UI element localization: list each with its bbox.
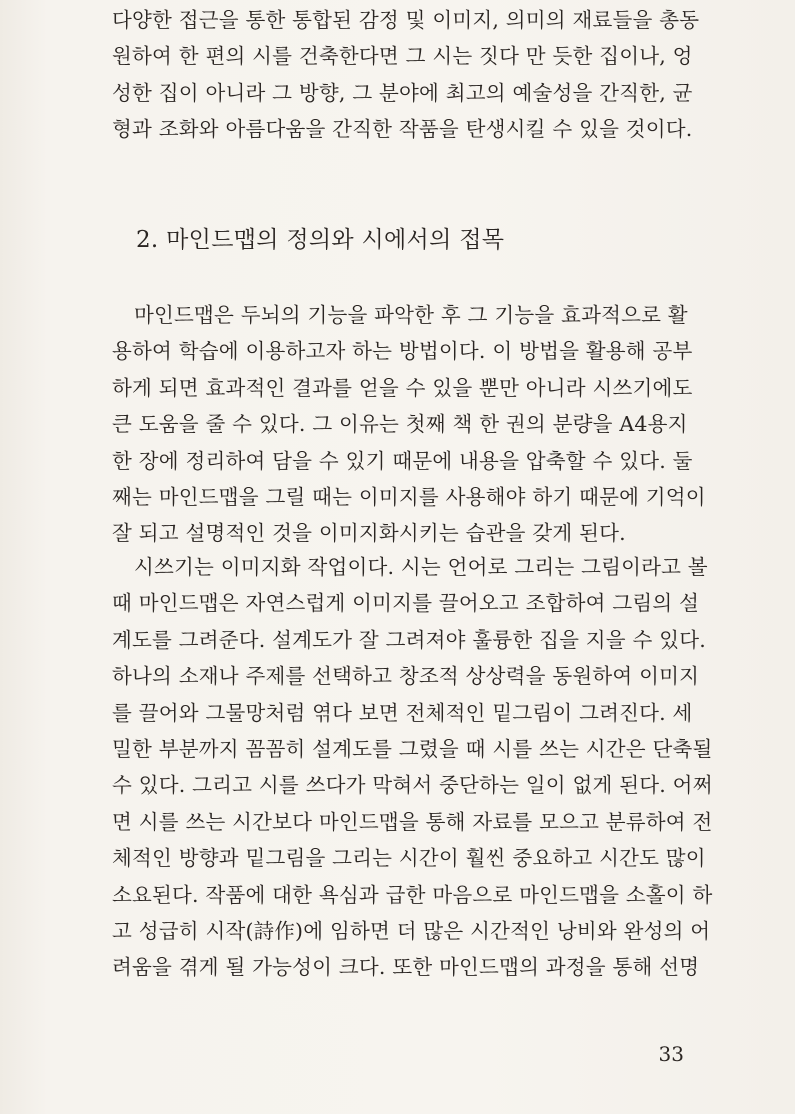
text-line: 하나의 소재나 주제를 선택하고 창조적 상상력을 동원하여 이미지 [112,664,700,689]
text-line: 면 시를 쓰는 시간보다 마인드맵을 통해 자료를 모으고 분류하여 전 [112,809,713,834]
body-paragraph-2 [112,549,713,986]
text-line: 원하여 한 편의 시를 건축한다면 그 시는 짓다 만 듯한 집이나, 엉 [112,44,693,69]
text-line: 하게 되면 효과적인 결과를 얻을 수 있을 뿐만 아니라 시쓰기에도 [112,375,693,400]
text-line: 소요된다. 작품에 대한 욕심과 급한 마음으로 마인드맵을 소홀이 하 [112,882,713,907]
text-line: 체적인 방향과 밑그림을 그리는 시간이 훨씬 중요하고 시간도 많이 [112,846,706,871]
text-line: 형과 조화와 아름다움을 간직한 작품을 탄생시킬 수 있을 것이다. [112,117,693,142]
text-line: 한 장에 정리하여 담을 수 있기 때문에 내용을 압축할 수 있다. 둘 [112,448,693,473]
text-line: 마인드맵은 두뇌의 기능을 파악한 후 그 기능을 효과적으로 활 [134,303,688,327]
page-number: 33 [658,1042,684,1066]
text-line: 밀한 부분까지 꼼꼼히 설계도를 그렸을 때 시를 쓰는 시간은 단축될 [112,736,713,761]
text-line: 를 끌어와 그물망처럼 엮다 보면 전체적인 밑그림이 그려진다. 세 [112,700,693,725]
text-line: 다양한 접근을 통한 통합된 감정 및 이미지, 의미의 재료들을 총동 [112,8,700,32]
intro-paragraph [112,2,700,148]
text-line: 성한 집이 아니라 그 방향, 그 분야에 최고의 예술성을 간직한, 균 [112,80,693,105]
body-paragraph-1 [112,297,706,552]
text-line: 시쓰기는 이미지화 작업이다. 시는 언어로 그리는 그림이라고 볼 [134,555,708,579]
text-line: 려움을 겪게 될 가능성이 크다. 또한 마인드맵의 과정을 통해 선명 [112,955,700,980]
text-line: 잘 되고 설명적인 것을 이미지화시키는 습관을 갖게 된다. [112,521,626,546]
text-line: 째는 마인드맵을 그릴 때는 이미지를 사용해야 하기 때문에 기억이 [112,484,706,509]
text-line: 용하여 학습에 이용하고자 하는 방법이다. 이 방법을 활용해 공부 [112,339,693,364]
text-line: 고 성급히 시작(詩作)에 임하면 더 많은 시간적인 낭비와 완성의 어 [112,918,711,943]
text-line: 큰 도움을 줄 수 있다. 그 이유는 첫째 책 한 권의 분량을 A4용지 [112,412,688,437]
text-line: 계도를 그려준다. 설계도가 잘 그려져야 훌륭한 집을 지을 수 있다. [112,627,706,652]
section-heading: 2. 마인드맵의 정의와 시에서의 접목 [136,227,505,253]
text-line: 때 마인드맵은 자연스럽게 이미지를 끌어오고 조합하여 그림의 설 [112,591,700,616]
text-line: 수 있다. 그리고 시를 쓰다가 막혀서 중단하는 일이 없게 된다. 어쩌 [112,773,713,798]
